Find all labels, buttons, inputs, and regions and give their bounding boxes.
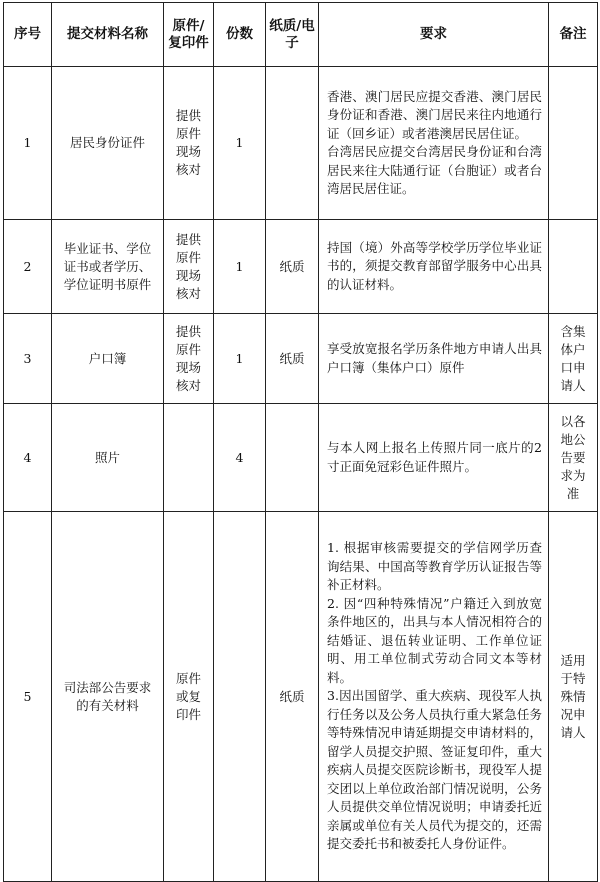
header-count: 份数 xyxy=(214,3,266,67)
cell-no: 4 xyxy=(4,404,52,512)
header-requirement: 要求 xyxy=(319,3,549,67)
cell-copy: 提供原件现场核对 xyxy=(164,67,214,220)
cell-no: 5 xyxy=(4,512,52,882)
cell-no: 3 xyxy=(4,314,52,404)
materials-table xyxy=(3,2,598,882)
cell-medium xyxy=(266,404,319,512)
requirement-paragraph: 与本人网上报名上传照片同一底片的2寸正面免冠彩色证件照片。 xyxy=(327,440,542,474)
cell-copy: 提供原件现场核对 xyxy=(164,314,214,404)
requirement-paragraph: 享受放宽报名学历条件地方申请人出具户口簿（集体户口）原件 xyxy=(327,341,542,375)
cell-note xyxy=(549,220,598,314)
cell-count xyxy=(214,512,266,882)
requirement-paragraph: 2. 因“四种特殊情况”户籍迁入到放宽条件地区的，出具与本人情况相符合的结婚证、退伍转业证明、工作单位证明、用工单位制式劳动合同文本等材料。 xyxy=(327,595,542,685)
cell-requirement xyxy=(319,220,549,314)
header-medium: 纸质/电子 xyxy=(266,3,319,67)
table-row xyxy=(4,314,598,404)
cell-note: 含集体户口申请人 xyxy=(549,314,598,404)
requirement-paragraph: 台湾居民应提交台湾居民身份证和台湾居民来往大陆通行证（台胞证）或者台湾居民居住证。 xyxy=(327,144,542,196)
table-row xyxy=(4,404,598,512)
requirement-paragraph: 3.因出国留学、重大疾病、现役军人执行任务以及公务人员执行重大紧急任务等特殊情况申请延期提交申请材料的，留学人员提交护照、签证复印件，重大疾病人员提交医院诊断书，现役军人提交团以上单位政治部门情况说明，公务人员提供交单位情况说明；申请委托近亲属或单位有关人员代为提交的，还需提交委托书和被委托人身份证件。 xyxy=(327,688,542,852)
cell-note xyxy=(549,67,598,220)
requirement-paragraph: 持国（境）外高等学校学历学位毕业证书的，须提交教育部留学服务中心出具的认证材料。 xyxy=(327,239,542,292)
header-name: 提交材料名称 xyxy=(52,3,164,67)
cell-name: 照片 xyxy=(52,404,164,512)
cell-medium: 纸质 xyxy=(266,512,319,882)
cell-count: 1 xyxy=(214,67,266,220)
table-row xyxy=(4,512,598,882)
cell-medium: 纸质 xyxy=(266,314,319,404)
header-copy: 原件/复印件 xyxy=(164,3,214,67)
cell-name: 毕业证书、学位证书或者学历、学位证明书原件 xyxy=(52,220,164,314)
table-header-row xyxy=(4,3,598,67)
cell-requirement xyxy=(319,404,549,512)
cell-requirement xyxy=(319,314,549,404)
requirement-paragraph: 香港、澳门居民应提交香港、澳门居民身份证和香港、澳门居民来往内地通行证（回乡证）或者港澳居民居住证。 xyxy=(327,88,542,141)
cell-medium: 纸质 xyxy=(266,220,319,314)
cell-name: 居民身份证件 xyxy=(52,67,164,220)
requirement-paragraph: 1. 根据审核需要提交的学信网学历查询结果、中国高等教育学历认证报告等补正材料。 xyxy=(327,540,542,593)
cell-name: 司法部公告要求的有关材料 xyxy=(52,512,164,882)
cell-note: 以各地公告要求为准 xyxy=(549,404,598,512)
cell-no: 1 xyxy=(4,67,52,220)
header-no: 序号 xyxy=(4,3,52,67)
cell-no: 2 xyxy=(4,220,52,314)
table-row xyxy=(4,220,598,314)
cell-count: 1 xyxy=(214,220,266,314)
cell-copy xyxy=(164,404,214,512)
table-row xyxy=(4,67,598,220)
cell-count: 4 xyxy=(214,404,266,512)
cell-copy: 原件或复印件 xyxy=(164,512,214,882)
cell-copy: 提供原件现场核对 xyxy=(164,220,214,314)
cell-note: 适用于特殊情况申请人 xyxy=(549,512,598,882)
cell-requirement xyxy=(319,67,549,220)
header-note: 备注 xyxy=(549,3,598,67)
cell-count: 1 xyxy=(214,314,266,404)
cell-name: 户口簿 xyxy=(52,314,164,404)
cell-medium xyxy=(266,67,319,220)
cell-requirement xyxy=(319,512,549,882)
